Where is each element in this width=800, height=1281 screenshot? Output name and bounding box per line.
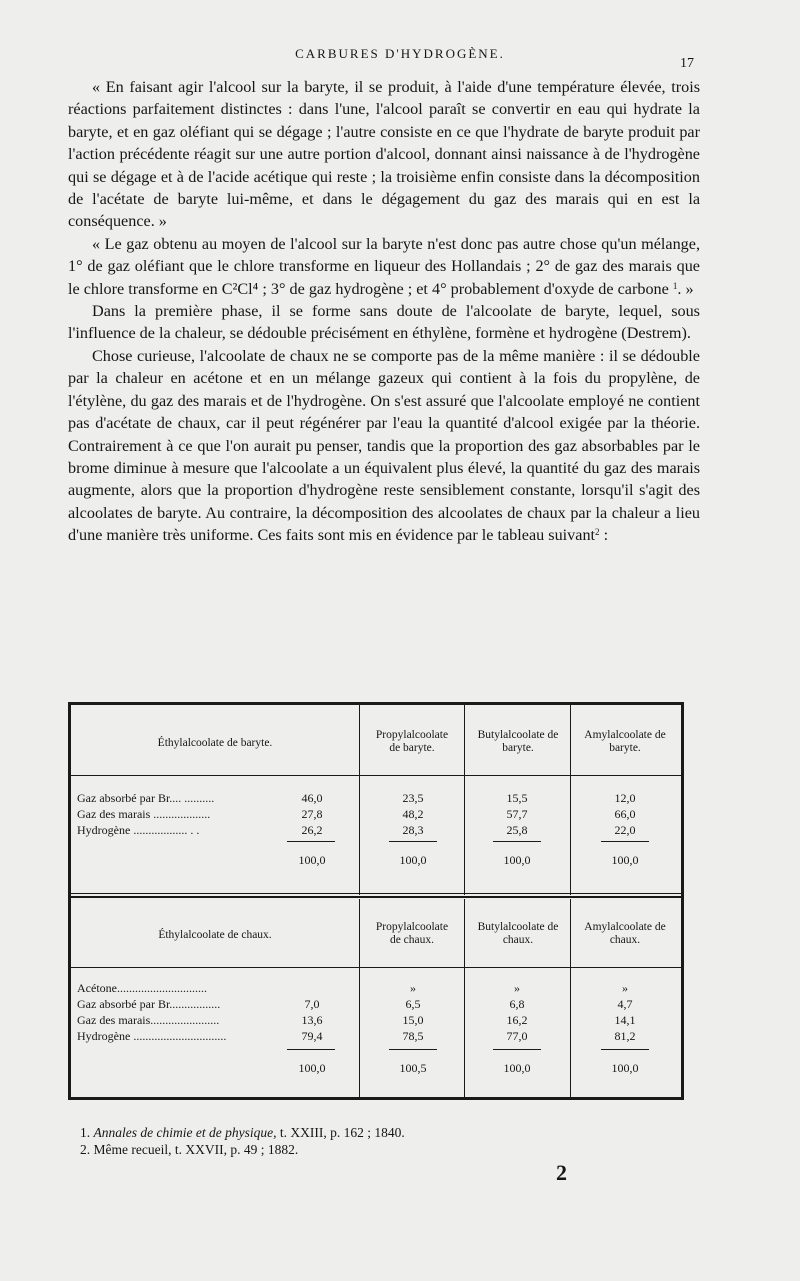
table-row bbox=[77, 791, 677, 806]
row-label: Gaz des marais ................... bbox=[77, 807, 211, 821]
paragraph-4-end: : bbox=[599, 526, 609, 545]
total-value: 100,0 bbox=[503, 1061, 531, 1075]
cell-value: 22,0 bbox=[614, 823, 636, 837]
table-row bbox=[77, 807, 677, 822]
footnotes bbox=[80, 1124, 680, 1158]
cell-value: » bbox=[410, 981, 416, 995]
header-amyl-chaux: Amylalcoolate de chaux. bbox=[584, 921, 666, 946]
header-propyl-chaux: Propylalcoolate de chaux. bbox=[375, 921, 449, 946]
footnote-2: 2. Même recueil, t. XXVII, p. 49 ; 1882. bbox=[80, 1142, 299, 1157]
cell-value: 6,8 bbox=[509, 997, 525, 1011]
row-label: Gaz absorbé par Br................. bbox=[77, 997, 221, 1011]
cell-value: 46,0 bbox=[301, 791, 323, 805]
cell-value: 77,0 bbox=[506, 1029, 528, 1043]
cell-value: 15,0 bbox=[402, 1013, 424, 1027]
total-value: 100,0 bbox=[611, 853, 639, 867]
footnote-1 bbox=[80, 1124, 680, 1141]
footnote-1-title: Annales de chimie et de physique, bbox=[93, 1125, 277, 1140]
cell-value: 27,8 bbox=[301, 807, 323, 821]
total-value: 100,0 bbox=[611, 1061, 639, 1075]
cell-value: 66,0 bbox=[614, 807, 636, 821]
cell-value: 25,8 bbox=[506, 823, 528, 837]
total-value: 100,0 bbox=[399, 853, 427, 867]
table-row bbox=[77, 997, 677, 1012]
cell-value: 48,2 bbox=[402, 807, 424, 821]
total-value: 100,0 bbox=[298, 853, 326, 867]
total-value: 100,0 bbox=[503, 853, 531, 867]
signature-mark: 2 bbox=[556, 1160, 567, 1185]
totals-row bbox=[77, 853, 677, 868]
cell-value: 57,7 bbox=[506, 807, 528, 821]
header-butyl-chaux: Butylalcoolate de chaux. bbox=[477, 921, 559, 946]
cell-value: 7,0 bbox=[304, 997, 320, 1011]
cell-value: 13,6 bbox=[301, 1013, 323, 1027]
table-row bbox=[77, 1013, 677, 1028]
cell-value: 4,7 bbox=[617, 997, 633, 1011]
row-label: Gaz des marais....................... bbox=[77, 1013, 220, 1027]
cell-value: » bbox=[622, 981, 628, 995]
cell-value: 23,5 bbox=[402, 791, 424, 805]
data-table bbox=[68, 702, 684, 1100]
cell-value: 15,5 bbox=[506, 791, 528, 805]
table-row bbox=[77, 823, 677, 838]
page-number: 17 bbox=[680, 56, 694, 71]
header-butyl-baryte: Butylalcoolate de baryte. bbox=[477, 729, 559, 754]
header-amyl-baryte: Amylalcoolate de baryte. bbox=[584, 729, 666, 754]
table-row bbox=[77, 981, 677, 996]
cell-value: 81,2 bbox=[614, 1029, 636, 1043]
table-baryte bbox=[71, 705, 681, 895]
header-propyl-baryte: Propylalcoolate de baryte. bbox=[375, 729, 449, 754]
row-label: Hydrogène ............................... bbox=[77, 1029, 227, 1043]
paragraph-2-end: . » bbox=[677, 279, 694, 298]
paragraph-4-text: Chose curieuse, l'alcoolate de chaux ne se comporte pas de la même manière : il se dédouble par la chaleur en acétone et en un mélange gazeux qui contient à la fois du propylène, de l'étylène, du gaz des marais et de l'hydrogène. On s'est assuré que l'alcoolate employé ne contient pas d'acétate de chaux, car il peut régénérer par l'eau la quantité d'alcool exigée par la théorie. Contrairement à ce que l'on aurait pu penser, tandis que la proportion des gaz absorbables par le brome diminue à mesure que l'alcoolate a un équivalent plus élevé, la quantité du gaz des marais augmente, alors que la proportion d'hydrogène reste sensiblement constante, lorsqu'il s'agit des alcoolates de baryte. Au contraire, la décomposition des alcoolates de chaux par la chaleur a lieu d'une manière très uniforme. Ces faits sont mis en évidence par le tableau suivant bbox=[68, 346, 700, 545]
running-title: CARBURES D'HYDROGÈNE. bbox=[295, 46, 505, 61]
totals-row bbox=[77, 1061, 677, 1076]
paragraph-4 bbox=[68, 345, 700, 547]
row-label: Hydrogène .................. . . bbox=[77, 823, 200, 837]
cell-value: 28,3 bbox=[402, 823, 424, 837]
table-divider bbox=[71, 893, 681, 898]
total-value: 100,5 bbox=[399, 1061, 427, 1075]
cell-value: 79,4 bbox=[301, 1029, 323, 1043]
table-chaux bbox=[71, 899, 681, 1097]
body-text bbox=[68, 76, 700, 547]
header-ethyl-chaux: Éthylalcoolate de chaux. bbox=[158, 929, 272, 941]
paragraph-3: Dans la première phase, il se forme sans doute de l'alcoolate de baryte, lequel, sous l'influence de la chaleur, se dédouble précisément en éthylène, formène et hydrogène (Destrem). bbox=[68, 302, 700, 343]
paragraph-2 bbox=[68, 233, 700, 300]
footnote-ref-1[interactable]: 1 bbox=[672, 280, 678, 291]
paragraph-1: « En faisant agir l'alcool sur la baryte, il se produit, à l'aide d'une température élevée, trois réactions parfaitement distinctes : dans l'une, l'alcool paraît se convertir en eau qui hydrate la baryte, et en gaz oléfiant qui se dégage ; l'autre consiste en ce que l'hydrate de baryte produit par l'action précédente réagit sur une autre portion d'alcool, donnant ainsi naissance à de l'hydrogène qui se dégage et à de l'acide acétique qui reste ; la troisième enfin consiste dans la décomposition de l'acétate de baryte lui-même, et dans le dégagement du gaz des marais qui en est la conséquence. » bbox=[68, 78, 700, 231]
row-label: Acétone.............................. bbox=[77, 981, 207, 995]
paragraph-2-text: « Le gaz obtenu au moyen de l'alcool sur la baryte n'est donc pas autre chose qu'un mélange, 1° de gaz oléfiant que le chlore transforme en liqueur des Hollandais ; 2° de gaz des marais que le chlore transforme en C²Cl⁴ ; 3° de gaz hydrogène ; et 4° probablement d'oxyde de carbone bbox=[68, 234, 700, 298]
cell-value: 16,2 bbox=[506, 1013, 528, 1027]
cell-value: 12,0 bbox=[614, 791, 636, 805]
cell-value: 26,2 bbox=[301, 823, 323, 837]
cell-value: 78,5 bbox=[402, 1029, 424, 1043]
cell-value: 14,1 bbox=[614, 1013, 636, 1027]
footnote-ref-2[interactable]: 2 bbox=[595, 527, 600, 538]
table-row bbox=[77, 1029, 677, 1044]
total-value: 100,0 bbox=[298, 1061, 326, 1075]
row-label: Gaz absorbé par Br.... .......... bbox=[77, 791, 215, 805]
header-ethyl-baryte: Éthylalcoolate de baryte. bbox=[157, 737, 273, 749]
cell-value: 6,5 bbox=[405, 997, 421, 1011]
footnote-1-number: 1. bbox=[80, 1125, 91, 1140]
cell-value: » bbox=[514, 981, 520, 995]
footnote-1-citation: t. XXIII, p. 162 ; 1840. bbox=[276, 1125, 405, 1140]
